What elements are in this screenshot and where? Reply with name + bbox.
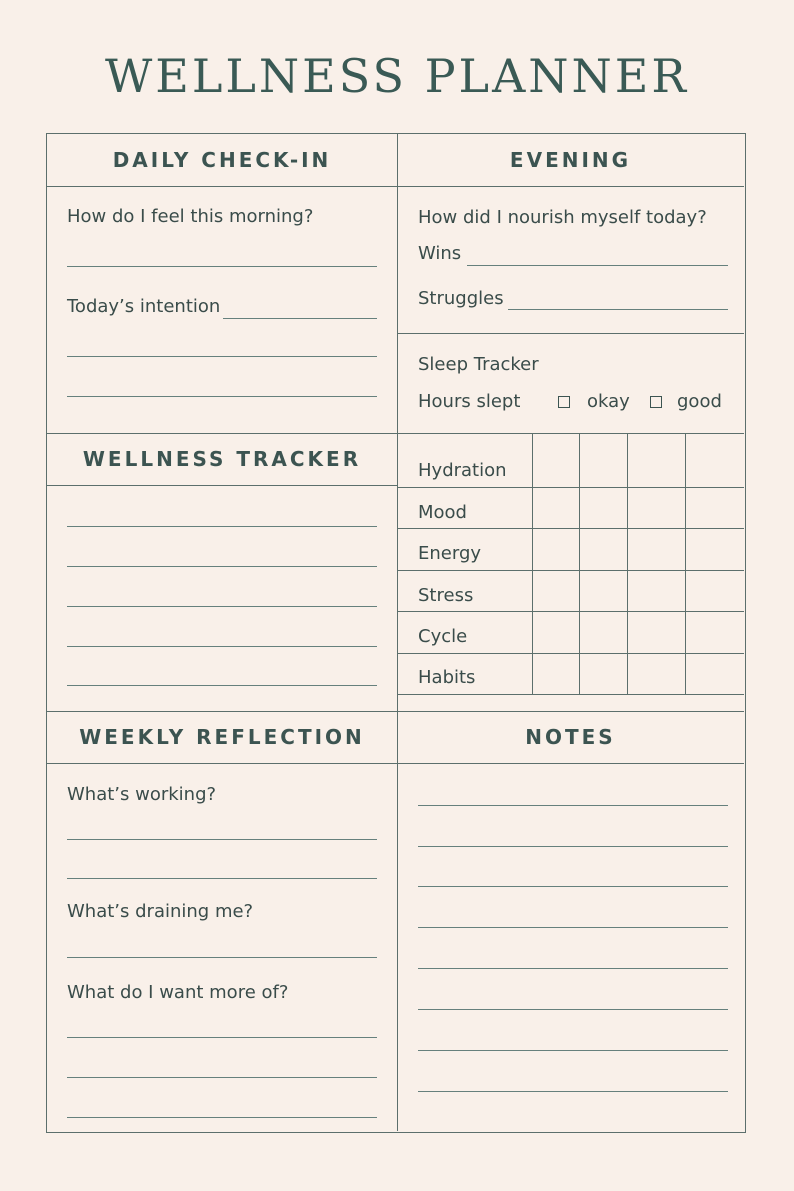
grid-row-line-1 — [397, 487, 744, 488]
good-label: good — [677, 391, 722, 412]
intention-label: Today’s intention — [67, 296, 221, 317]
intention-answer-line[interactable] — [223, 318, 377, 319]
tracker-line-4[interactable] — [67, 646, 377, 647]
notes-line-8[interactable] — [418, 1091, 728, 1092]
working-line-1[interactable] — [67, 839, 377, 840]
header-rule-bottom — [47, 763, 744, 764]
more-of-line-3[interactable] — [67, 1117, 377, 1118]
wins-label: Wins — [418, 243, 462, 264]
weekly-reflection-heading: WEEKLY REFLECTION — [79, 725, 365, 749]
working-line-2[interactable] — [67, 878, 377, 879]
intention-line-2[interactable] — [67, 356, 377, 357]
tracker-row-mood: Mood — [418, 502, 467, 523]
tracker-line-2[interactable] — [67, 566, 377, 567]
notes-line-4[interactable] — [418, 927, 728, 928]
tracker-row-hydration: Hydration — [418, 460, 507, 481]
more-of-question: What do I want more of? — [67, 982, 289, 1003]
evening-sleep-divider — [397, 333, 744, 334]
struggles-label: Struggles — [418, 288, 504, 309]
hours-slept-label: Hours slept — [418, 391, 521, 412]
tracker-line-3[interactable] — [67, 606, 377, 607]
grid-row-line-2 — [397, 528, 744, 529]
header-rule-top — [47, 186, 744, 187]
wins-answer-line[interactable] — [467, 265, 728, 266]
tracker-line-5[interactable] — [67, 685, 377, 686]
notes-line-5[interactable] — [418, 968, 728, 969]
tracker-row-cycle: Cycle — [418, 626, 468, 647]
sleep-tracker-label: Sleep Tracker — [418, 354, 539, 375]
grid-row-line-4 — [397, 611, 744, 612]
grid-row-line-5 — [397, 653, 744, 654]
planner-frame — [46, 133, 746, 1133]
grid-row-line-3 — [397, 570, 744, 571]
grid-col-line-1 — [532, 433, 533, 694]
notes-line-6[interactable] — [418, 1009, 728, 1010]
draining-question: What’s draining me? — [67, 901, 254, 922]
nourish-question: How did I nourish myself today? — [418, 207, 707, 228]
tracker-row-habits: Habits — [418, 667, 476, 688]
notes-heading: NOTES — [525, 725, 616, 749]
notes-line-2[interactable] — [418, 846, 728, 847]
grid-col-line-3 — [627, 433, 628, 694]
daily-checkin-heading: DAILY CHECK-IN — [112, 148, 332, 172]
draining-line-1[interactable] — [67, 957, 377, 958]
okay-checkbox[interactable] — [558, 396, 570, 408]
intention-line-3[interactable] — [67, 396, 377, 397]
page-title: WELLNESS PLANNER — [104, 49, 690, 103]
notes-line-1[interactable] — [418, 805, 728, 806]
feel-answer-line[interactable] — [67, 266, 377, 267]
more-of-line-2[interactable] — [67, 1077, 377, 1078]
tracker-row-stress: Stress — [418, 585, 474, 606]
tracker-row-energy: Energy — [418, 543, 482, 564]
notes-line-7[interactable] — [418, 1050, 728, 1051]
notes-line-3[interactable] — [418, 886, 728, 887]
evening-heading: EVENING — [509, 148, 632, 172]
center-divider — [397, 134, 398, 1131]
feel-question: How do I feel this morning? — [67, 206, 314, 227]
more-of-line-1[interactable] — [67, 1037, 377, 1038]
grid-row-line-6 — [397, 694, 744, 695]
working-question: What’s working? — [67, 784, 217, 805]
good-checkbox[interactable] — [650, 396, 662, 408]
struggles-answer-line[interactable] — [508, 309, 728, 310]
tracker-line-1[interactable] — [67, 526, 377, 527]
grid-col-line-2 — [579, 433, 580, 694]
grid-col-line-4 — [685, 433, 686, 694]
okay-label: okay — [587, 391, 630, 412]
wellness-tracker-heading: WELLNESS TRACKER — [82, 447, 362, 471]
wellness-header-rule — [47, 485, 397, 486]
